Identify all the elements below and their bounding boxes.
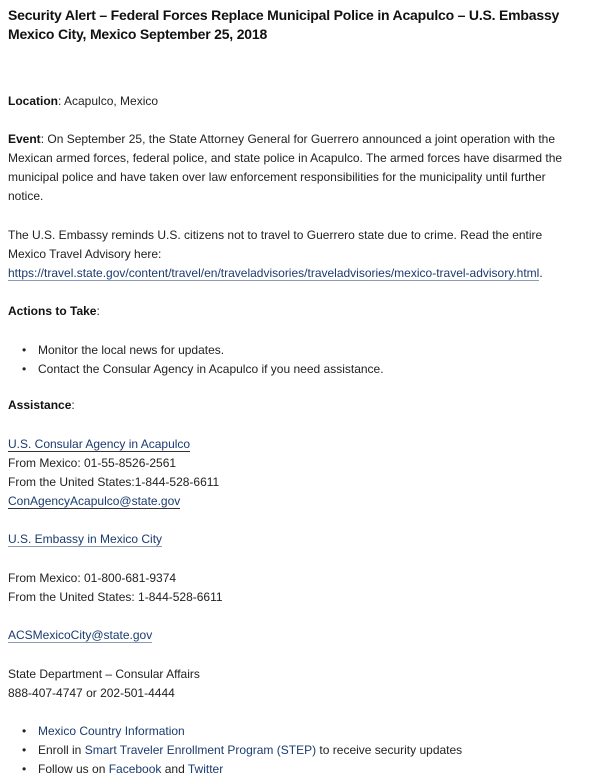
list-item (38, 722, 462, 741)
country-info-link[interactable]: Mexico Country Information (38, 724, 185, 738)
acapulco-email-link[interactable]: ConAgencyAcapulco@state.gov (8, 494, 181, 508)
state-dept-name: State Department – Consular Affairs (8, 667, 200, 681)
embassy-from-us: From the United States: 1-844-528-6611 (8, 590, 223, 604)
acapulco-agency-line (8, 435, 190, 454)
acapulco-from-us: From the United States:1-844-528-6611 (8, 475, 220, 489)
embassy-email-link[interactable]: ACSMexicoCity@state.gov (8, 628, 153, 642)
page-title: Security Alert – Federal Forces Replace Municipal Police in Acapulco – U.S. Embassy Mexico City, Mexico September 25, 2018 (8, 7, 560, 42)
list-item (38, 741, 462, 760)
enroll-prefix: Enroll in (38, 743, 85, 757)
embassy-from-mexico: From Mexico: 01-800-681-9374 (8, 571, 177, 585)
list-item (38, 760, 462, 779)
advisory-text: The U.S. Embassy reminds U.S. citizens not to travel to Guerrero state due to crime. Read the entire Mexico Travel Advisory here: (8, 228, 543, 261)
acapulco-agency-link[interactable]: U.S. Consular Agency in Acapulco (8, 437, 191, 451)
list-item: • Contact the Consular Agency in Acapulco if you need assistance. (38, 360, 384, 379)
event-label: Event (8, 132, 41, 146)
acapulco-email-line (8, 492, 180, 511)
advisory-period: . (539, 266, 543, 280)
actions-heading (8, 302, 100, 321)
actions-label: Actions to Take (8, 304, 97, 318)
advisory-paragraph (8, 226, 568, 283)
enroll-suffix: to receive security updates (316, 743, 463, 757)
event-text: : On September 25, the State Attorney General for Guerrero announced a joint operation with the Mexican armed forces, federal police, and state police in Acapulco. The armed forces have disarmed the municipal police and have taken over law enforcement responsibilities for the municipality until further notice. (8, 132, 563, 203)
follow-and: and (161, 762, 188, 776)
actions-colon: : (96, 304, 100, 318)
list-item: • Monitor the local news for updates. (38, 341, 384, 360)
footer-links-list (8, 722, 462, 779)
embassy-line (8, 530, 162, 549)
state-dept-phones: 888-407-4747 or 202-501-4444 (8, 686, 175, 700)
embassy-link[interactable]: U.S. Embassy in Mexico City (8, 532, 163, 546)
location-label: Location (8, 94, 58, 108)
location-line (8, 92, 158, 111)
facebook-link[interactable]: Facebook (108, 762, 162, 776)
assistance-colon: : (71, 398, 75, 412)
event-paragraph (8, 130, 568, 206)
travel-advisory-link[interactable]: https://travel.state.gov/content/travel/en/traveladvisories/traveladvisories/mexico-travel-advisory.html (8, 266, 540, 280)
twitter-link[interactable]: Twitter (187, 762, 224, 776)
step-link[interactable]: Smart Traveler Enrollment Program (STEP) (84, 743, 317, 757)
acapulco-from-mexico: From Mexico: 01-55-8526-2561 (8, 456, 177, 470)
assistance-label: Assistance (8, 398, 72, 412)
location-value: : Acapulco, Mexico (58, 94, 159, 108)
actions-list (8, 341, 384, 379)
follow-prefix: Follow us on (38, 762, 109, 776)
assistance-heading (8, 396, 75, 415)
embassy-email-line (8, 626, 152, 645)
